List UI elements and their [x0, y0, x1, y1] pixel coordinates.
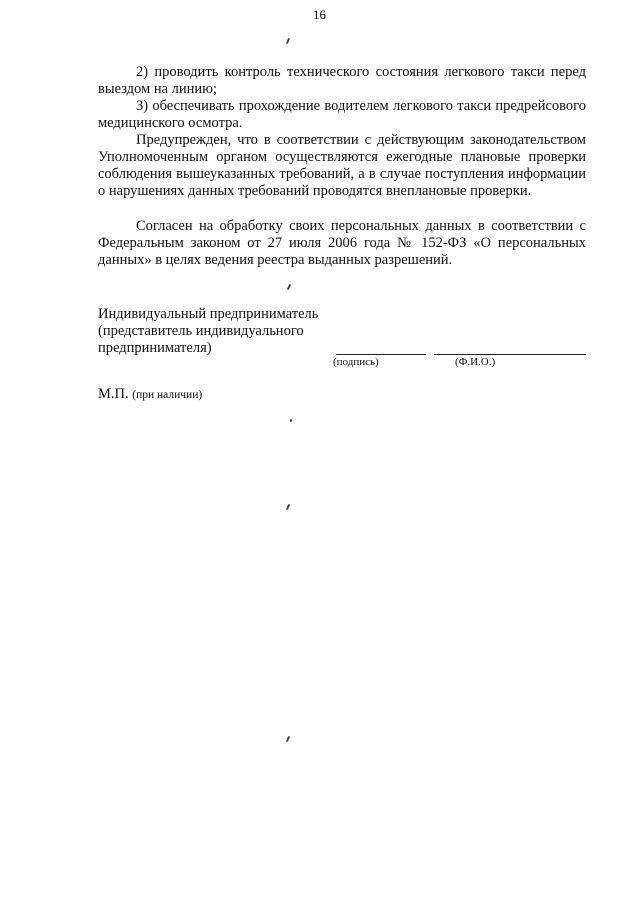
signer-title-line2: (представитель индивидуального — [98, 323, 304, 339]
paragraph-item-3: 3) обеспечивать прохождение водителем легкового такси предрейсового медицинского осмотра. — [98, 98, 586, 131]
page-number: 16 — [313, 7, 326, 22]
paragraph-block-1 — [98, 64, 586, 132]
scan-speck — [286, 38, 290, 44]
signature-caption: (подпись) — [333, 356, 379, 368]
stamp-label: М.П. — [98, 386, 129, 402]
scan-speck — [287, 284, 291, 290]
full-name-caption: (Ф.И.О.) — [455, 356, 496, 368]
full-name-line[interactable] — [434, 354, 586, 355]
scan-speck — [286, 736, 290, 742]
paragraph-consent: Согласен на обработку своих персональных данных в соответствии с Федеральным законом от 27 июля 2006 года № 152-ФЗ «О персональных данных» в целях ведения реестра выданных разрешений. — [98, 218, 586, 268]
paragraph-warning — [98, 132, 586, 200]
signer-title-line3: предпринимателя) — [98, 340, 212, 356]
paragraph-item-2: 2) проводить контроль технического состояния легкового такси перед выездом на линию; — [98, 64, 586, 97]
stamp-place — [98, 386, 202, 403]
scan-speck — [286, 504, 290, 510]
scan-speck — [289, 419, 292, 423]
stamp-note: (при наличии) — [132, 389, 203, 401]
signature-line[interactable] — [336, 354, 426, 355]
paragraph-consent-block — [98, 218, 586, 269]
paragraph-inspections: Предупрежден, что в соответствии с действующим законодательством Уполномоченным органом осуществляются ежегодные плановые проверки соблюдения вышеуказанных требований, а в случае поступления информации о нарушениях данных требований проводятся внеплановые проверки. — [98, 132, 586, 199]
signer-title-line1: Индивидуальный предприниматель — [98, 306, 319, 322]
signature-block — [98, 306, 318, 357]
